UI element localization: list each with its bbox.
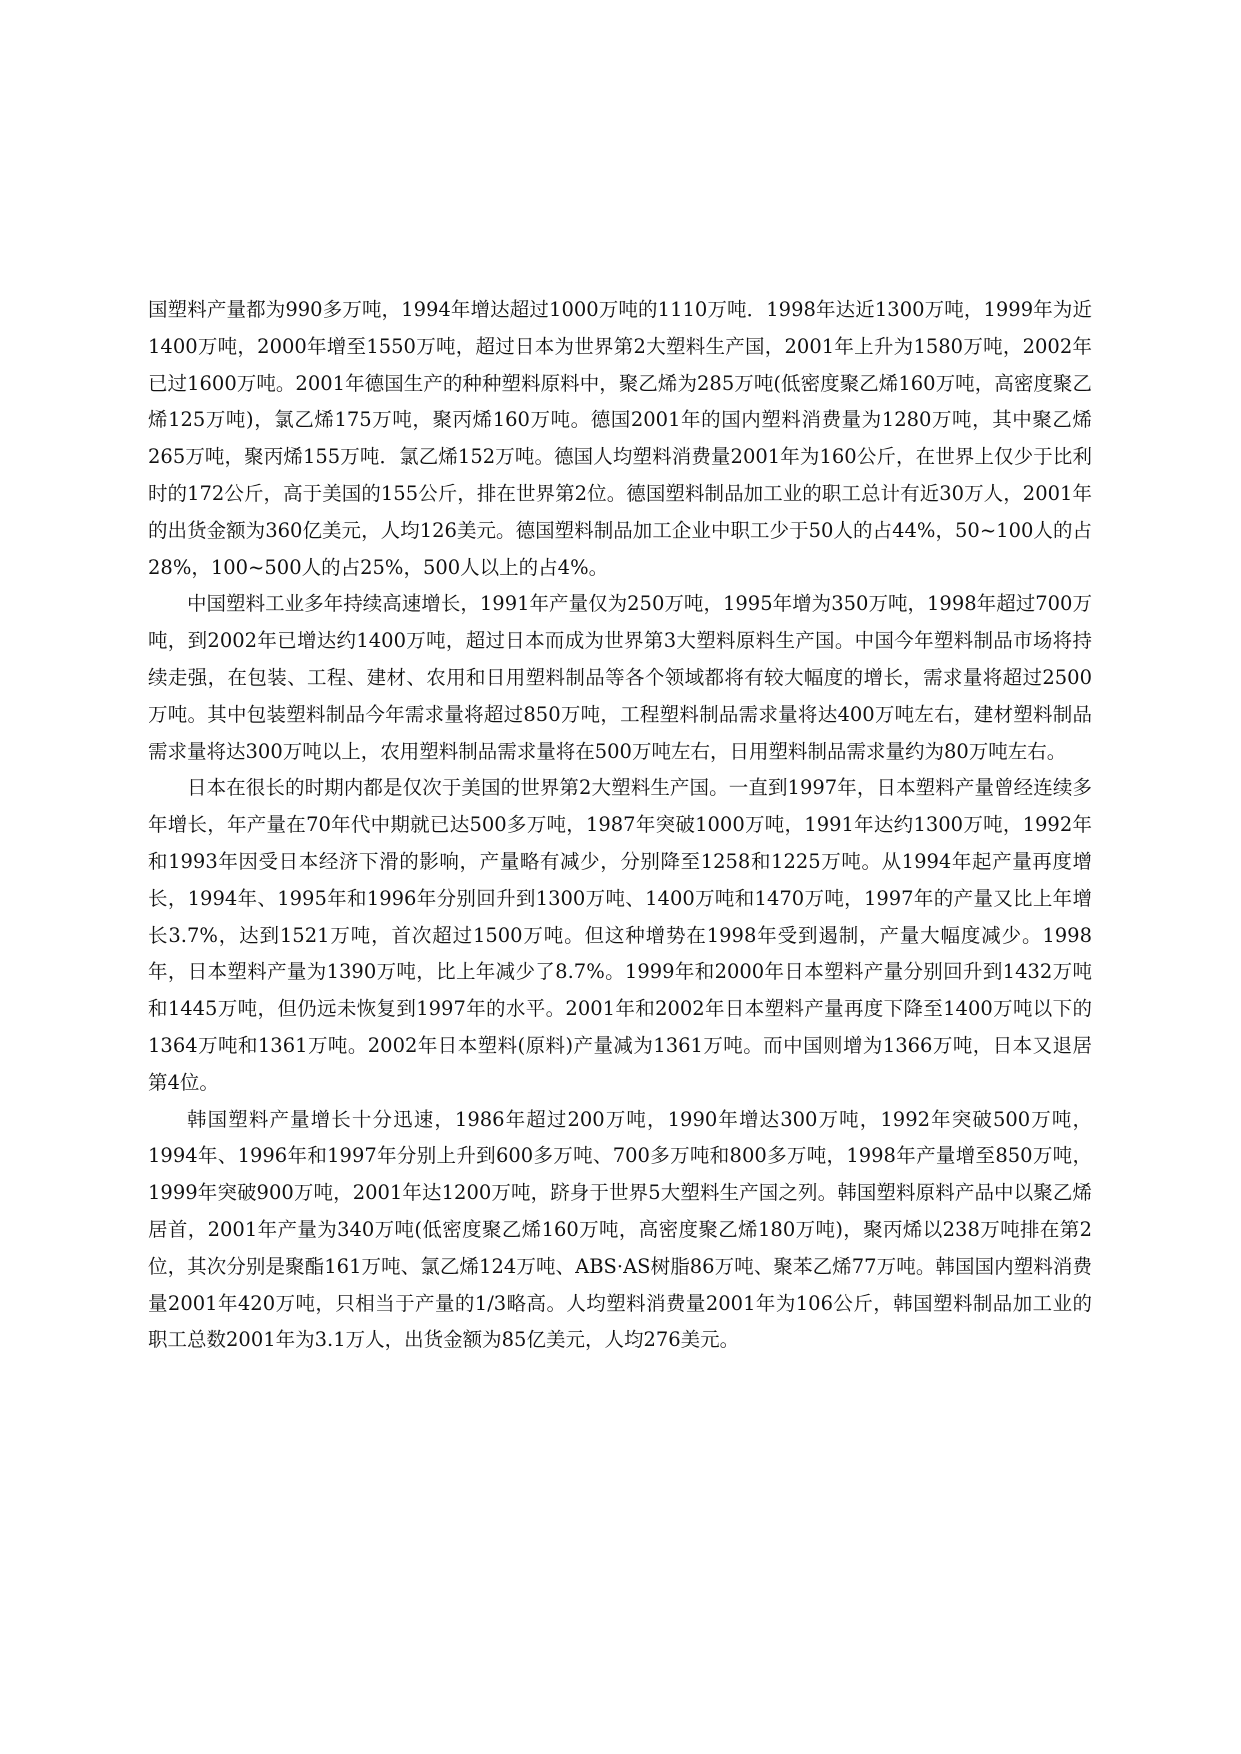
paragraph-germany-continued: 国塑料产量都为990多万吨，1994年增达超过1000万吨的1110万吨．1998年达近1300万吨，1999年为近1400万吨，2000年增至1550万吨，超过日本为世界第2大塑料生产国，2001年上升为1580万吨，2002年已过1600万吨。2001年德国生产的种种塑料原料中，聚乙烯为285万吨(低密度聚乙烯160万吨，高密度聚乙烯125万吨)，氯乙烯175万吨，聚丙烯160万吨。德国2001年的国内塑料消费量为1280万吨，其中聚乙烯265万吨，聚丙烯155万吨．氯乙烯152万吨。德国人均塑料消费量2001年为160公斤，在世界上仅少于比利时的172公斤，高于美国的155公斤，排在世界第2位。德国塑料制品加工业的职工总计有近30万人，2001年的出货金额为360亿美元，人均126美元。德国塑料制品加工企业中职工少于50人的占44%，50~100人的占28%，100~500人的占25%，500人以上的占4%。 (148, 298, 1092, 579)
paragraph-korea: 韩国塑料产量增长十分迅速，1986年超过200万吨，1990年增达300万吨，1992年突破500万吨，1994年、1996年和1997年分别上升到600多万吨、700多万吨和800多万吨，1998年产量增至850万吨，1999年突破900万吨，2001年达1200万吨，跻身于世界5大塑料生产国之列。韩国塑料原料产品中以聚乙烯居首，2001年产量为340万吨(低密度聚乙烯160万吨，高密度聚乙烯180万吨)，聚丙烯以238万吨排在第2位，其次分别是聚酯161万吨、氯乙烯124万吨、ABS·AS树脂86万吨、聚苯乙烯77万吨。韩国国内塑料消费量2001年420万吨，只相当于产量的1/3略高。人均塑料消费量2001年为106公斤，韩国塑料制品加工业的职工总数2001年为3.1万人，出货金额为85亿美元，人均276美元。 (148, 1107, 1092, 1352)
document-body (148, 292, 1092, 1359)
paragraph-japan: 日本在很长的时期内都是仅次于美国的世界第2大塑料生产国。一直到1997年，日本塑料产量曾经连续多年增长，年产量在70年代中期就已达500多万吨，1987年突破1000万吨，1991年达约1300万吨，1992年和1993年因受日本经济下滑的影响，产量略有减少，分别降至1258和1225万吨。从1994年起产量再度增长，1994年、1995年和1996年分别回升到1300万吨、1400万吨和1470万吨，1997年的产量又比上年增长3.7%，达到1521万吨，首次超过1500万吨。但这种增势在1998年受到遏制，产量大幅度减少。1998年，日本塑料产量为1390万吨，比上年减少了8.7%。1999年和2000年日本塑料产量分别回升到1432万吨和1445万吨，但仍远未恢复到1997年的水平。2001年和2002年日本塑料产量再度下降至1400万吨以下的1364万吨和1361万吨。2002年日本塑料(原料)产量减为1361万吨。而中国则增为1366万吨，日本又退居第4位。 (148, 776, 1092, 1094)
paragraph-china: 中国塑料工业多年持续高速增长，1991年产量仅为250万吨，1995年增为350万吨，1998年超过700万吨，到2002年已增达约1400万吨，超过日本而成为世界第3大塑料原料生产国。中国今年塑料制品市场将持续走强，在包装、工程、建材、农用和日用塑料制品等各个领域都将有较大幅度的增长，需求量将超过2500万吨。其中包装塑料制品今年需求量将超过850万吨，工程塑料制品需求量将达400万吨左右，建材塑料制品需求量将达300万吨以上，农用塑料制品需求量将在500万吨左右，日用塑料制品需求量约为80万吨左右。 (148, 592, 1092, 763)
